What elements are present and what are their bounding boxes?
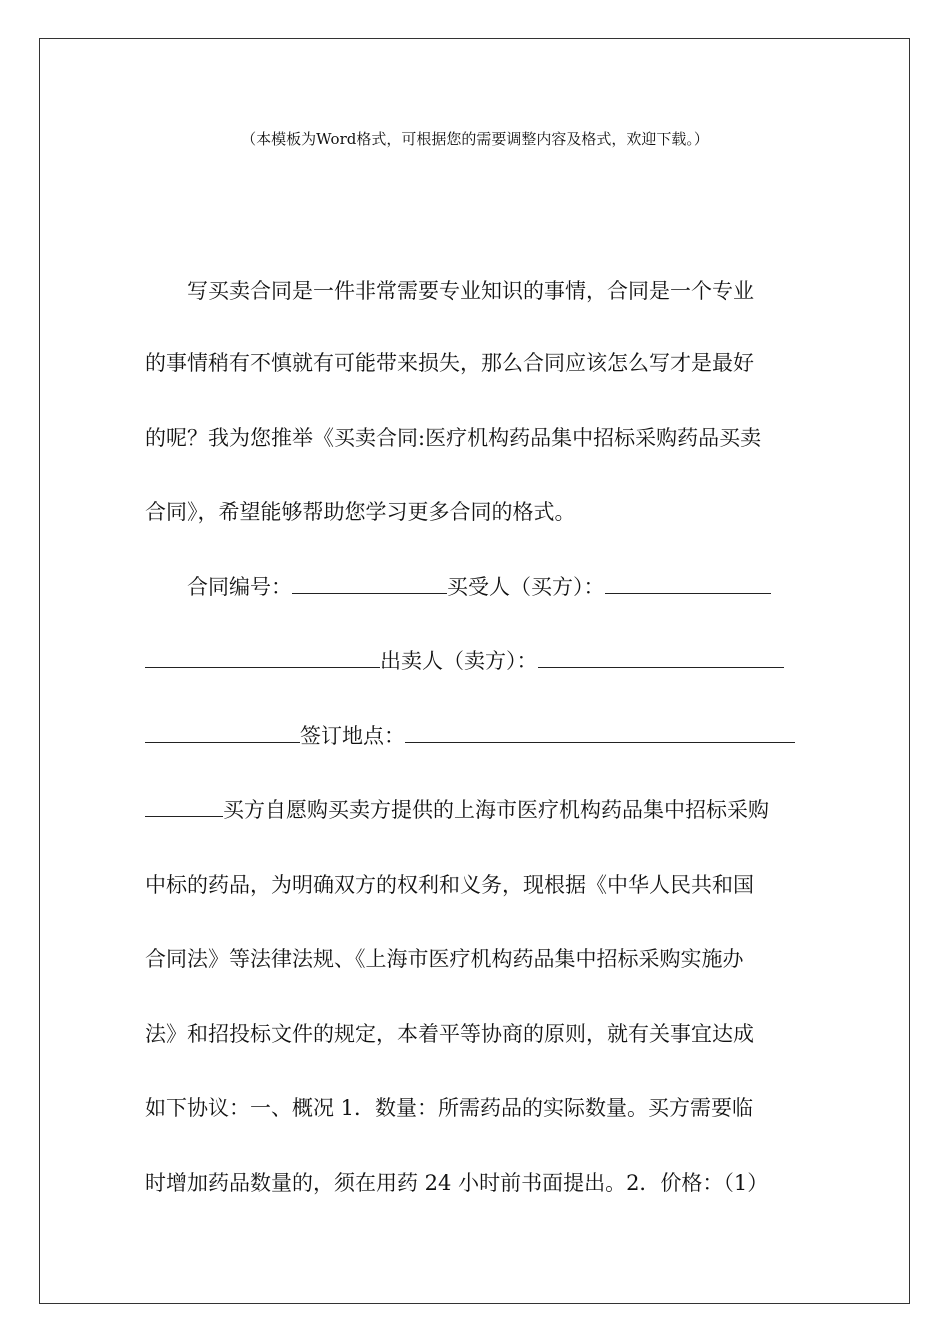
buyer-label: 买受人（买方）： [447, 575, 605, 599]
form-row-2 [145, 646, 805, 676]
body-line-3: 合同法》等法律法规、《上海市医疗机构药品集中招标采购实施办 [145, 947, 744, 971]
body-line-6: 时增加药品数量的，须在用药 24 小时前书面提出。2．价格：（1） [145, 1171, 769, 1195]
intro-line-1: 写买卖合同是一件非常需要专业知识的事情，合同是一个专业 [187, 279, 754, 303]
form-row-3 [145, 721, 805, 751]
signing-place-blank-continued [145, 796, 223, 817]
intro-line-3: 的呢？我为您推举《买卖合同:医疗机构药品集中招标采购药品买卖 [145, 426, 762, 450]
contract-no-blank [292, 573, 447, 594]
signing-place-label: 签订地点： [300, 724, 405, 748]
body-line-4: 法》和招投标文件的规定，本着平等协商的原则，就有关事宜达成 [145, 1022, 754, 1046]
template-note: （本模板为Word格式，可根据您的需要调整内容及格式，欢迎下载。） [241, 130, 709, 148]
buyer-blank [605, 573, 771, 594]
contract-no-label: 合同编号： [187, 575, 292, 599]
body-line-5: 如下协议：一、概况 1．数量：所需药品的实际数量。买方需要临 [145, 1096, 754, 1120]
seller-blank [538, 647, 784, 668]
body-line-2: 中标的药品，为明确双方的权利和义务，现根据《中华人民共和国 [145, 873, 754, 897]
buyer-blank-continued [145, 647, 380, 668]
form-row-1 [145, 572, 805, 602]
seller-blank-continued [145, 722, 300, 743]
intro-line-4: 合同》，希望能够帮助您学习更多合同的格式。 [145, 500, 576, 524]
seller-label: 出卖人（卖方）： [380, 649, 538, 673]
intro-line-2: 的事情稍有不慎就有可能带来损失，那么合同应该怎么写才是最好 [145, 351, 754, 375]
body-line-1-text: 买方自愿购买卖方提供的上海市医疗机构药品集中招标采购 [223, 798, 769, 822]
signing-place-blank [405, 722, 795, 743]
body-line-1 [145, 795, 805, 825]
